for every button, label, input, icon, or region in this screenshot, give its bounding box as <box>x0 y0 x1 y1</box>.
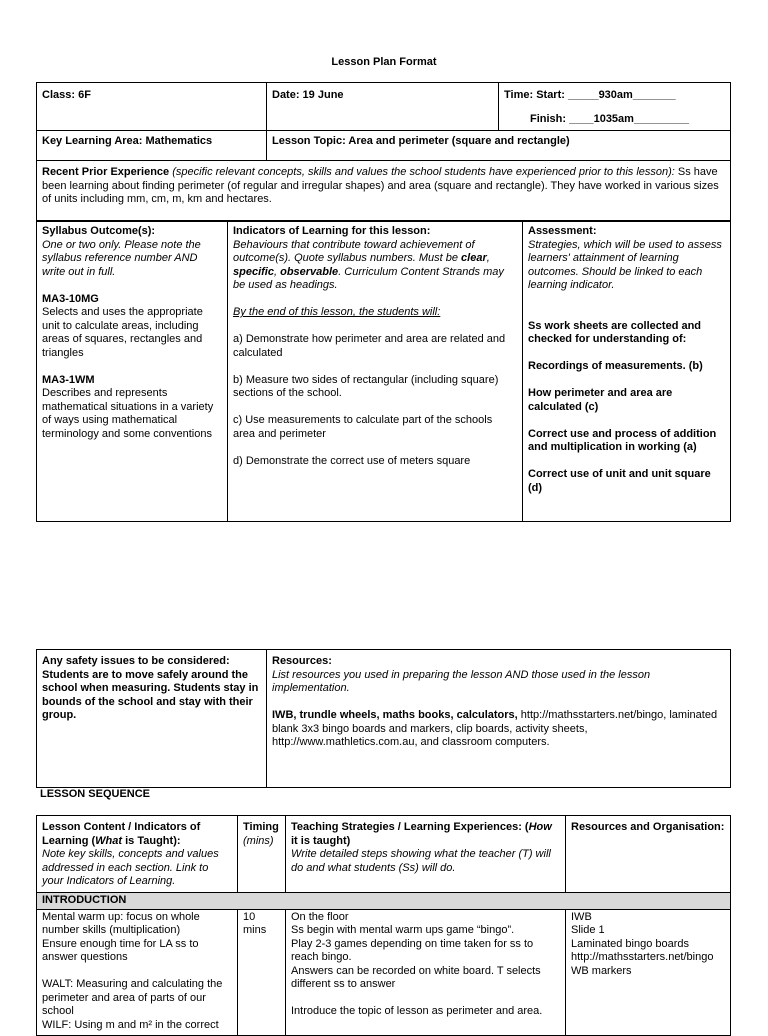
resources-list: IWB, trundle wheels, maths books, calculators, http://mathsstarters.net/bingo, laminated blank 3x3 bingo boards and markers, clip boards, activity sheets, http://www.mathletics.com.au, and classroom computers. <box>272 709 718 748</box>
col-timing-header: Timing (mins) <box>238 816 286 893</box>
intro-resources-cell: IWB Slide 1 Laminated bingo boards http://mathsstarters.net/bingo WB markers <box>566 909 731 1036</box>
time-finish: Finish: ____1035am_________ <box>530 112 690 125</box>
indicator-a: a) Demonstrate how perimeter and area are related and calculated <box>233 333 506 359</box>
safety-text: Students are to move safely around the school when measuring. Students stay in bounds of the school and stay with their group. <box>42 668 259 721</box>
outcomes-label: Syllabus Outcome(s): <box>42 225 156 237</box>
resources-note: List resources you used in preparing the lesson AND those used in the lesson implementation. <box>272 668 651 694</box>
safety-resources-table <box>36 649 731 788</box>
indicator-c: c) Use measurements to calculate part of the schools area and perimeter <box>233 414 493 440</box>
prior-note: (specific relevant concepts, skills and values the school students have experienced prior to this lesson): <box>172 166 675 178</box>
safety-label: Any safety issues to be considered: <box>42 655 230 667</box>
lesson-header-table <box>36 82 731 221</box>
col-strategies-note: Write detailed steps showing what the teacher (T) will do and what students (Ss) will do. <box>291 848 551 874</box>
time-cell <box>499 83 731 131</box>
outcome-2-code: MA3-1WM <box>42 373 95 386</box>
col-content-note: Note key skills, concepts and values addressed in each section. Link to your Indicators of Learning. <box>42 848 219 887</box>
topic-cell: Lesson Topic: Area and perimeter (square and rectangle) <box>267 131 731 161</box>
indicators-note: Behaviours that contribute toward achievement of outcome(s). Quote syllabus numbers. Must be clear, specific, observable. Curriculum Content Strands may be used as headings. <box>233 238 504 291</box>
col-resources-header: Resources and Organisation: <box>566 816 731 893</box>
indicator-d: d) Demonstrate the correct use of meters square <box>233 454 471 467</box>
prior-text: Ss have been learning about finding perimeter (of regular and irregular shapes) and area (square and rectangle). They have worked in various sizes of units including mm, cm, m, km and hectares. <box>42 166 719 205</box>
time-start: Time: Start: _____930am_______ <box>504 89 676 101</box>
assessment-note: Strategies, which will be used to assess learners' attainment of learning outcomes. Should be linked to each learning indicator. <box>528 238 722 291</box>
prior-label: Recent Prior Experience <box>42 166 170 178</box>
col-content-header: Lesson Content / Indicators of Learning (What is Taught): Note key skills, concepts and values addressed in each section. Link to your Indicators of Learning. <box>37 816 238 893</box>
assessment-label: Assessment: <box>528 225 597 237</box>
document-title: Lesson Plan Format <box>331 56 437 68</box>
assessment-item-4: Correct use and process of addition and multiplication in working (a) <box>528 427 717 453</box>
date-cell: Date: 19 June <box>267 83 499 131</box>
lesson-sequence-heading: LESSON SEQUENCE <box>40 788 151 800</box>
assessment-item-5: Correct use of unit and unit square (d) <box>528 468 711 494</box>
indicators-cell <box>228 222 523 522</box>
intro-strategies-cell: On the floor Ss begin with mental warm ups game “bingo”. Play 2-3 games depending on time taken for ss to reach bingo. Answers can be recorded on white board. T selects different ss to answer Introduce the topic of lesson as perimeter and area. <box>286 909 566 1036</box>
outcome-2-text: Describes and represents mathematical situations in a variety of ways using mathematical terminology and some conventions <box>42 387 214 440</box>
assessment-cell <box>523 222 731 522</box>
intro-timing-cell: 10 mins <box>238 909 286 1036</box>
kla-cell: Key Learning Area: Mathematics <box>37 131 267 161</box>
syllabus-outcomes-cell <box>37 222 228 522</box>
indicator-b: b) Measure two sides of rectangular (including square) sections of the school. <box>233 373 499 399</box>
outcome-1-code: MA3-10MG <box>42 292 99 305</box>
indicators-lead: By the end of this lesson, the students will: <box>233 306 441 318</box>
lesson-sequence-table <box>36 815 731 1036</box>
outcome-1-text: Selects and uses the appropriate unit to calculate areas, including areas of squares, rectangles and triangles <box>42 306 203 359</box>
assessment-item-2: Recordings of measurements. (b) <box>528 360 703 372</box>
safety-cell <box>37 650 267 788</box>
assessment-item-1: Ss work sheets are collected and checked for understanding of: <box>528 319 702 345</box>
indicators-label: Indicators of Learning for this lesson: <box>233 225 431 237</box>
outcomes-note: One or two only. Please note the syllabus reference number AND write out in full. <box>42 238 201 278</box>
class-cell: Class: 6F <box>37 83 267 131</box>
prior-experience-cell <box>37 161 731 221</box>
introduction-row: INTRODUCTION <box>37 893 731 910</box>
resources-cell <box>267 650 731 788</box>
resources-label: Resources: <box>272 655 332 667</box>
assessment-item-3: How perimeter and area are calculated (c) <box>528 387 673 413</box>
intro-content-cell: Mental warm up: focus on whole number skills (multiplication) Ensure enough time for LA ss to answer questions WALT: Measuring and calculating the perimeter and area of parts of our school WILF: Using m and m² in the correct <box>37 909 238 1036</box>
outcomes-table <box>36 221 731 522</box>
col-strategies-header: Teaching Strategies / Learning Experiences: (How it is taught) Write detailed steps showing what the teacher (T) will do and what students (Ss) will do. <box>286 816 566 893</box>
